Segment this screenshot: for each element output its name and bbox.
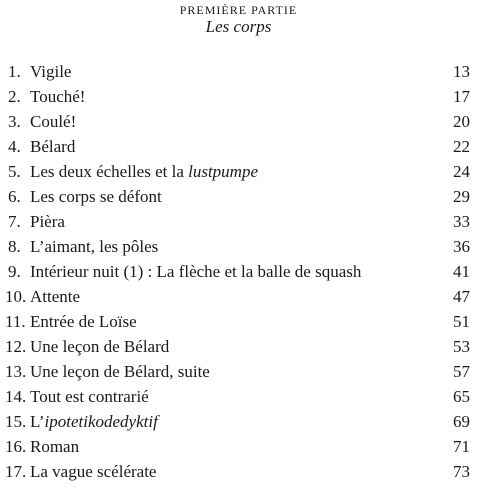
toc-entry-page: 29 bbox=[453, 187, 470, 206]
toc-entry-5 bbox=[0, 160, 477, 185]
toc-entry-number: 1. bbox=[8, 62, 21, 81]
toc-entry-title: La vague scélérate bbox=[30, 462, 157, 481]
toc-entry-title-plain: L’ bbox=[30, 412, 45, 431]
toc-entry-number: 17. bbox=[5, 462, 27, 481]
toc-entry-title: Pièra bbox=[30, 212, 65, 231]
toc-entry-number: 15. bbox=[5, 412, 27, 431]
toc-entry-number: 11. bbox=[5, 312, 26, 331]
toc-entry-page: 71 bbox=[453, 437, 470, 456]
toc-entry-13 bbox=[0, 360, 477, 385]
toc-entry-number: 5. bbox=[8, 162, 21, 181]
toc-entry-11 bbox=[0, 310, 477, 335]
toc-entry-8 bbox=[0, 235, 477, 260]
toc-entry-15 bbox=[0, 410, 477, 435]
toc-entry-title: Bélard bbox=[30, 137, 76, 156]
toc-entry-page: 36 bbox=[453, 237, 470, 256]
toc-entry-number: 13. bbox=[5, 362, 27, 381]
toc-entry-number: 6. bbox=[8, 187, 21, 206]
toc-entry-page: 73 bbox=[453, 462, 470, 481]
toc-entry-16 bbox=[0, 435, 477, 460]
toc-entry-number: 9. bbox=[8, 262, 21, 281]
toc-entry-title: Une leçon de Bélard, suite bbox=[30, 362, 210, 381]
toc-entry-title: Roman bbox=[30, 437, 80, 456]
toc-entry-page: 24 bbox=[453, 162, 470, 181]
toc-entry-page: 65 bbox=[453, 387, 470, 406]
toc-entry-number: 14. bbox=[5, 387, 27, 406]
toc-entry-title-plain: Les deux échelles et la bbox=[30, 162, 189, 181]
toc-entry-number: 8. bbox=[8, 237, 21, 256]
toc-entry-page: 17 bbox=[453, 87, 470, 106]
toc-entry-title: L’aimant, les pôles bbox=[30, 237, 159, 256]
toc-entry-title: Les corps se défont bbox=[30, 187, 162, 206]
toc-entry-page: 47 bbox=[453, 287, 470, 306]
toc-entry-number: 3. bbox=[8, 112, 21, 131]
toc-entry-page: 20 bbox=[453, 112, 470, 131]
toc-entry-number: 2. bbox=[8, 87, 21, 106]
toc-entry-9 bbox=[0, 260, 477, 285]
toc-entry-number: 16. bbox=[5, 437, 27, 456]
toc-entry-page: 13 bbox=[453, 62, 470, 81]
toc-entry-page: 53 bbox=[453, 337, 470, 356]
toc-entry-14 bbox=[0, 385, 477, 410]
toc-entry-title: Touché! bbox=[30, 87, 86, 106]
toc-entry-title: Vigile bbox=[30, 62, 72, 81]
toc-entry-title: Coulé! bbox=[30, 112, 77, 131]
toc-entry-title: Tout est contrarié bbox=[30, 387, 149, 406]
toc-entry-title-italic: ipotetikodedyktif bbox=[44, 412, 158, 431]
toc-entry-3 bbox=[0, 110, 477, 135]
toc-entry-title-italic: lustpumpe bbox=[188, 162, 259, 181]
toc-entry-title bbox=[30, 410, 158, 434]
toc-entry-4 bbox=[0, 135, 477, 160]
toc-entry-7 bbox=[0, 210, 477, 235]
toc-entry-title bbox=[30, 160, 258, 184]
toc-entry-page: 22 bbox=[453, 137, 470, 156]
toc-entry-page: 33 bbox=[453, 212, 470, 231]
toc-entry-title: Entrée de Loïse bbox=[30, 312, 137, 331]
part-title: Les corps bbox=[205, 17, 272, 36]
toc-entry-6 bbox=[0, 185, 477, 210]
toc-entry-number: 4. bbox=[8, 137, 21, 156]
table-of-contents bbox=[0, 60, 477, 485]
toc-entry-number: 7. bbox=[8, 212, 21, 231]
toc-entry-number: 10. bbox=[5, 287, 27, 306]
toc-entry-1 bbox=[0, 60, 477, 85]
toc-entry-title: Intérieur nuit (1) : La flèche et la balle de squash bbox=[30, 262, 362, 281]
toc-entry-page: 51 bbox=[453, 312, 470, 331]
toc-entry-page: 57 bbox=[453, 362, 470, 381]
toc-entry-17 bbox=[0, 460, 477, 485]
toc-entry-number: 12. bbox=[5, 337, 27, 356]
toc-entry-title: Attente bbox=[30, 287, 81, 306]
toc-entry-12 bbox=[0, 335, 477, 360]
toc-entry-2 bbox=[0, 85, 477, 110]
part-label: PREMIÈRE PARTIE bbox=[179, 3, 298, 17]
toc-entry-title: Une leçon de Bélard bbox=[30, 337, 170, 356]
toc-entry-page: 41 bbox=[453, 262, 470, 281]
toc-entry-10 bbox=[0, 285, 477, 310]
toc-entry-page: 69 bbox=[453, 412, 470, 431]
